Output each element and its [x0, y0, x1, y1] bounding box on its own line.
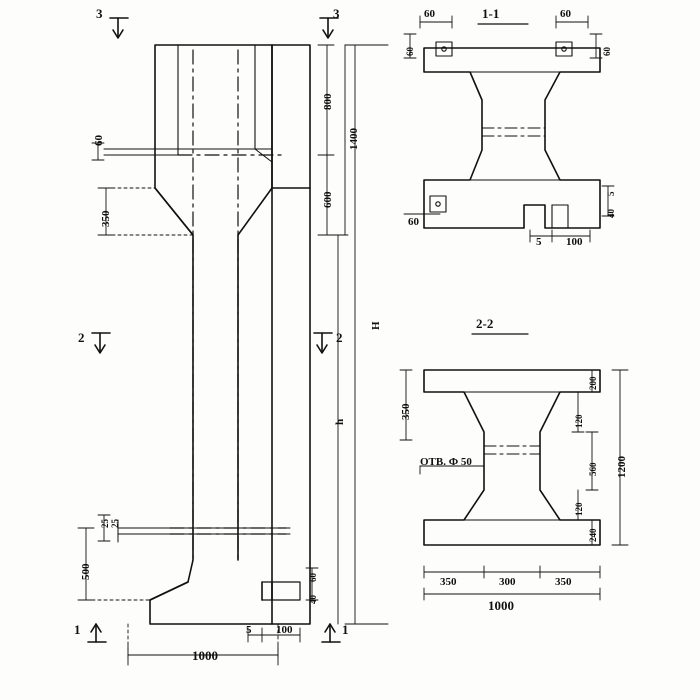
s22-dim-1200: 1200	[616, 456, 628, 478]
section-mark-2-right: 2	[336, 330, 343, 345]
dim-350-left: 350	[100, 210, 112, 227]
dim-25-a: 25	[100, 519, 110, 528]
s22-dim-240: 240	[588, 528, 598, 542]
s11-dim-60-right: 60	[560, 8, 571, 20]
section-mark-3-left: 3	[96, 6, 103, 21]
section-title-1-1: 1-1	[482, 6, 500, 21]
dim-1400: 1400	[348, 128, 360, 150]
dim-h: h	[334, 418, 346, 425]
dim-100-bottom: 100	[276, 624, 293, 636]
section-title-2-2: 2-2	[476, 316, 494, 331]
section-mark-3-right: 3	[333, 6, 340, 21]
s11-dim-40-right: 40	[606, 209, 616, 218]
dim-5-bottom: 5	[246, 624, 252, 636]
s22-dim-350-left: 350	[400, 403, 412, 420]
s22-dim-350-bottom-right: 350	[555, 576, 572, 588]
section-mark-1-left: 1	[74, 622, 81, 637]
s11-dim-5-right: 5	[606, 191, 616, 196]
s22-dim-200: 200	[588, 376, 598, 390]
elevation-outline	[150, 45, 272, 624]
s22-dim-560: 560	[588, 462, 598, 476]
elevation-right-face	[272, 45, 310, 624]
s11-dim-60-left-v: 60	[405, 47, 415, 56]
s11-dim-5-bottom: 5	[536, 236, 542, 248]
section-mark-2-left: 2	[78, 330, 85, 345]
section-mark-1-right: 1	[342, 622, 349, 637]
dim-500-left: 500	[80, 563, 92, 580]
dim-1000-bottom: 1000	[192, 648, 218, 663]
s22-dim-120b: 120	[574, 502, 584, 516]
section-1-1-geometry	[424, 42, 600, 228]
s22-dim-300-bottom: 300	[499, 576, 516, 588]
dim-25-b: 25	[110, 519, 120, 528]
dim-800: 800	[322, 93, 334, 110]
s22-dim-350-bottom-left: 350	[440, 576, 457, 588]
s11-dim-60-bottom: 60	[408, 216, 419, 228]
dim-600: 600	[322, 191, 334, 208]
dim-40-bottom-right: 40	[308, 595, 318, 604]
dim-60-left: 60	[93, 135, 105, 146]
s11-dim-100-bottom: 100	[566, 236, 583, 248]
dim-60-bottom-right: 60	[308, 573, 318, 582]
s22-dim-120: 120	[574, 414, 584, 428]
s11-dim-60-right-v: 60	[602, 47, 612, 56]
s11-dim-60-left: 60	[424, 8, 435, 20]
s22-dim-1000-bottom: 1000	[488, 598, 514, 613]
dim-H: H	[370, 321, 382, 330]
s22-note-hole: OTB. Ф 50	[420, 456, 472, 468]
